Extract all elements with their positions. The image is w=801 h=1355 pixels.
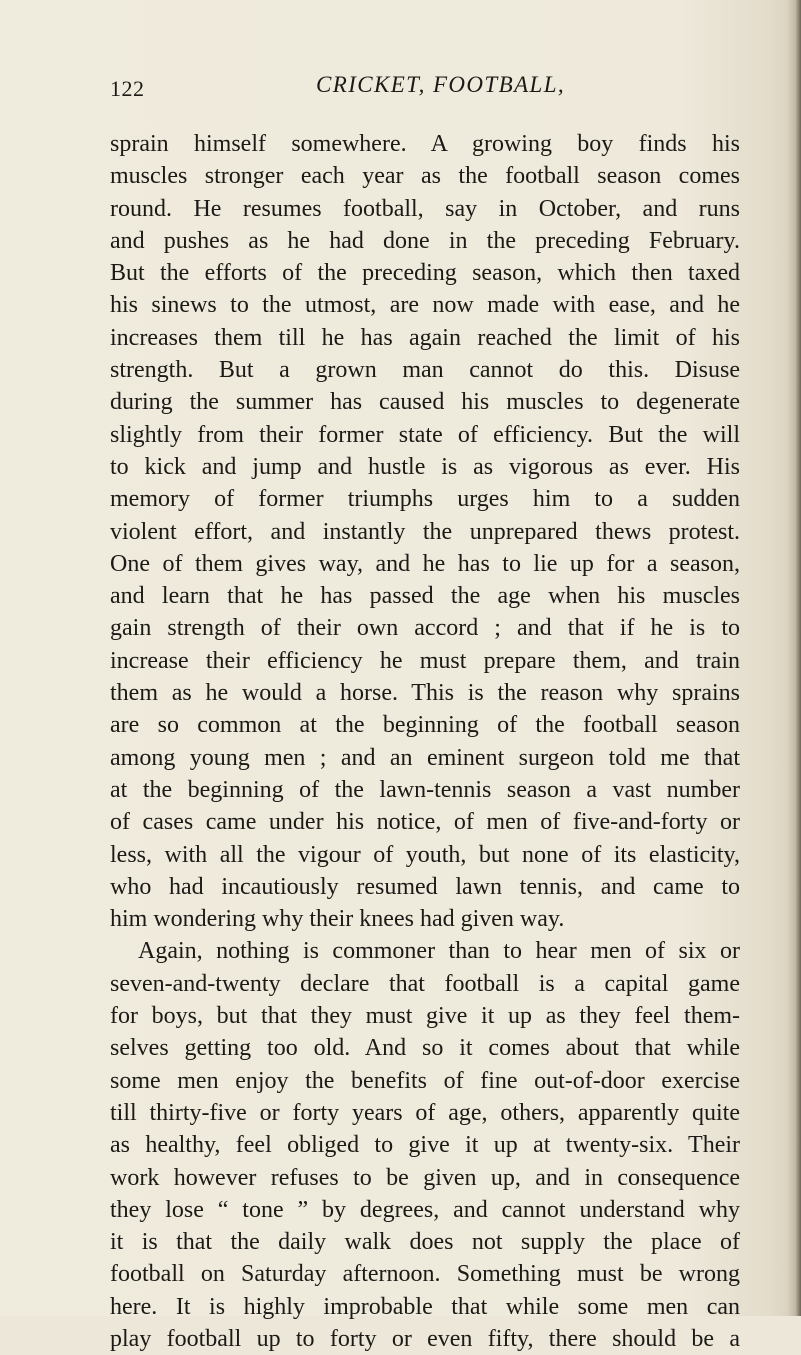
- text-line: sprain himself somewhere. A growing boy finds his: [110, 131, 740, 157]
- text-line: work however refuses to be given up, and in consequence: [110, 1164, 740, 1191]
- text-line: some men enjoy the benefits of fine out-of-door exercise: [110, 1067, 740, 1094]
- text-line: seven-and-twenty declare that football is a capital game: [110, 970, 740, 997]
- text-line: it is that the daily walk does not supply the place of: [110, 1229, 740, 1256]
- text-line: strength. But a grown man cannot do this. Disuse: [110, 357, 740, 384]
- text-line: violent effort, and instantly the unprepared thews protest.: [110, 518, 740, 545]
- text-line: muscles stronger each year as the football season comes: [110, 163, 740, 190]
- body-text: [110, 128, 740, 1355]
- paragraph-end-line: him wondering why their knees had given way.: [110, 906, 565, 933]
- paragraph-start-line: Again, nothing is commoner than to hear men of six or: [138, 938, 740, 965]
- text-line: till thirty-five or forty years of age, others, apparently quite: [110, 1099, 740, 1126]
- text-line: One of them gives way, and he has to lie up for a season,: [110, 550, 740, 577]
- page-number: 122: [110, 76, 145, 101]
- text-line: increases them till he has again reached the limit of his: [110, 324, 740, 351]
- running-head: CRICKET, FOOTBALL,: [316, 72, 566, 97]
- text-line: of cases came under his notice, of men of five-and-forty or: [110, 809, 740, 836]
- text-line: gain strength of their own accord ; and that if he is to: [110, 615, 740, 642]
- text-line: among young men ; and an eminent surgeon told me that: [110, 744, 740, 771]
- text-line: increase their efficiency he must prepare them, and train: [110, 647, 740, 674]
- text-line: his sinews to the utmost, are now made with ease, and he: [110, 292, 740, 319]
- text-line: memory of former triumphs urges him to a sudden: [110, 486, 740, 513]
- text-line: at the beginning of the lawn-tennis season a vast number: [110, 776, 740, 803]
- text-line: are so common at the beginning of the football season: [110, 712, 740, 739]
- page-header: [110, 68, 740, 108]
- text-line: who had incautiously resumed lawn tennis, and came to: [110, 873, 740, 900]
- text-line: slightly from their former state of efficiency. But the will: [110, 421, 740, 448]
- text-line: and pushes as he had done in the preceding February.: [110, 227, 740, 254]
- text-line: them as he would a horse. This is the reason why sprains: [110, 680, 740, 707]
- text-line: selves getting too old. And so it comes about that while: [110, 1035, 740, 1062]
- page-edge-shadow: [787, 0, 801, 1316]
- text-line: here. It is highly improbable that while some men can: [110, 1293, 740, 1320]
- text-line: football on Saturday afternoon. Something must be wrong: [110, 1261, 740, 1288]
- text-line: play football up to forty or even fifty, there should be a: [110, 1325, 740, 1352]
- text-line: round. He resumes football, say in October, and runs: [110, 195, 740, 222]
- text-line: during the summer has caused his muscles to degenerate: [110, 389, 740, 416]
- text-line: But the efforts of the preceding season, which then taxed: [110, 260, 740, 287]
- text-line: they lose “ tone ” by degrees, and cannot understand why: [110, 1196, 740, 1223]
- text-line: and learn that he has passed the age when his muscles: [110, 583, 740, 610]
- text-line: for boys, but that they must give it up as they feel them-: [110, 1003, 740, 1030]
- text-line: less, with all the vigour of youth, but none of its elasticity,: [110, 841, 740, 868]
- text-line: to kick and jump and hustle is as vigorous as ever. His: [110, 453, 740, 480]
- text-line: as healthy, feel obliged to give it up at twenty-six. Their: [110, 1132, 740, 1159]
